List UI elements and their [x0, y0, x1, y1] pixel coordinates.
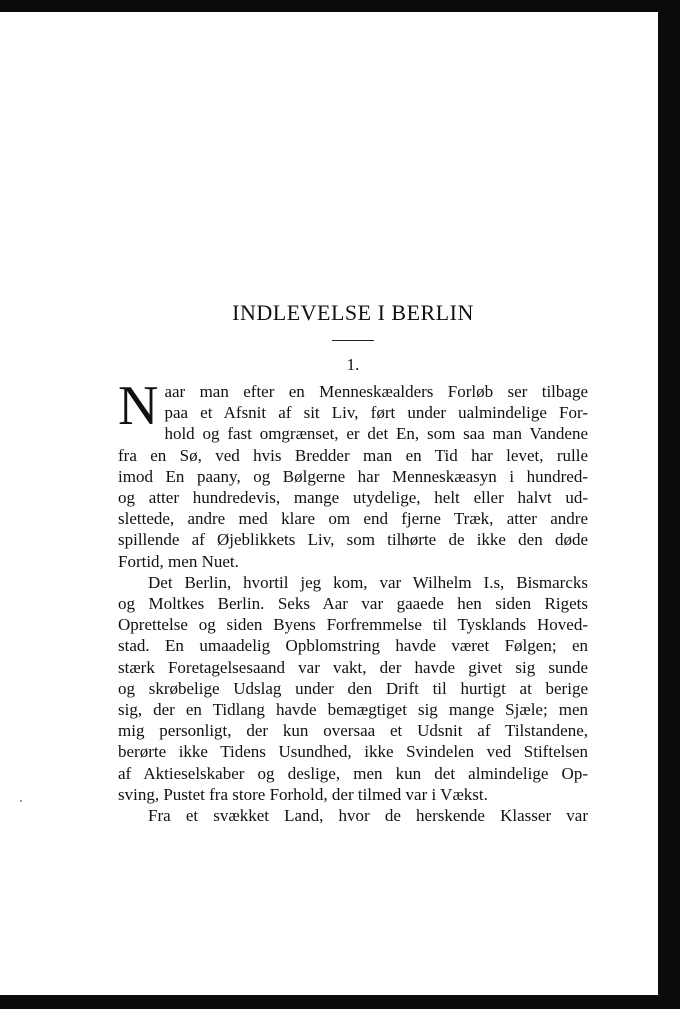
drop-cap: N: [118, 375, 159, 437]
text-line: berørte ikke Tidens Usundhed, ikke Svindelen ved Stiftelsen: [118, 742, 588, 762]
text-line: Oprettelse og siden Byens Forfremmelse til Tysklands Hoved-: [118, 615, 588, 635]
text-line: aar man efter en Menneskæalders Forløb ser tilbage: [164, 382, 588, 401]
scan-border-right: [658, 0, 680, 1009]
text-line: Det Berlin, hvortil jeg kom, var Wilhelm I.s, Bismarcks: [148, 572, 588, 592]
title-rule: [332, 340, 374, 341]
text-line: stad. En umaadelig Opblomstring havde været Følgen; en: [118, 636, 588, 656]
chapter-title: INDLEVELSE I BERLIN: [232, 300, 474, 325]
text-line: og skrøbelige Udslag under den Drift til hurtigt at berige: [118, 678, 588, 698]
text-line: og atter hundredevis, mange utydelige, helt eller halvt ud-: [118, 488, 588, 508]
scan-border-top: [0, 0, 680, 12]
text-line: sig, der en Tidlang havde bemægtiget sig mange Sjæle; men: [118, 700, 588, 720]
text-line: sving, Pustet fra store Forhold, der tilmed var i Vækst.: [118, 784, 488, 804]
text-line: Fortid, men Nuet.: [118, 551, 239, 571]
page-body: [118, 300, 588, 826]
text-line: hold og fast omgrænset, er det En, som saa man Vandene: [164, 424, 588, 444]
text-line: fra en Sø, ved hvis Bredder man en Tid har levet, rulle: [118, 445, 588, 465]
text-line: spillende af Øjeblikkets Liv, som tilhørte de ikke den døde: [118, 530, 588, 550]
paragraph-3: [118, 805, 588, 826]
text-line: paa et Afsnit af sit Liv, ført under ualmindelige For-: [164, 403, 588, 423]
scan-speck: [20, 800, 22, 802]
text-line: Fra et svækket Land, hvor de herskende Klasser var: [148, 806, 588, 826]
text-line: af Aktieselskaber og deslige, men kun det almindelige Op-: [118, 763, 588, 783]
paragraph-2: [118, 572, 588, 805]
text-line: stærk Foretagelsesaand var vakt, der havde givet sig sunde: [118, 657, 588, 677]
scan-border-bottom: [0, 995, 680, 1009]
paragraph-1: [118, 375, 588, 572]
text-line: og Moltkes Berlin. Seks Aar var gaaede hen siden Rigets: [118, 594, 588, 614]
text-line: mig personligt, der kun oversaa et Udsnit af Tilstandene,: [118, 721, 588, 741]
text-line: slettede, andre med klare om end fjerne Træk, atter andre: [118, 509, 588, 529]
section-number: 1.: [346, 355, 360, 374]
text-line: imod En paany, og Bølgerne har Menneskæasyn i hundred-: [118, 466, 588, 486]
